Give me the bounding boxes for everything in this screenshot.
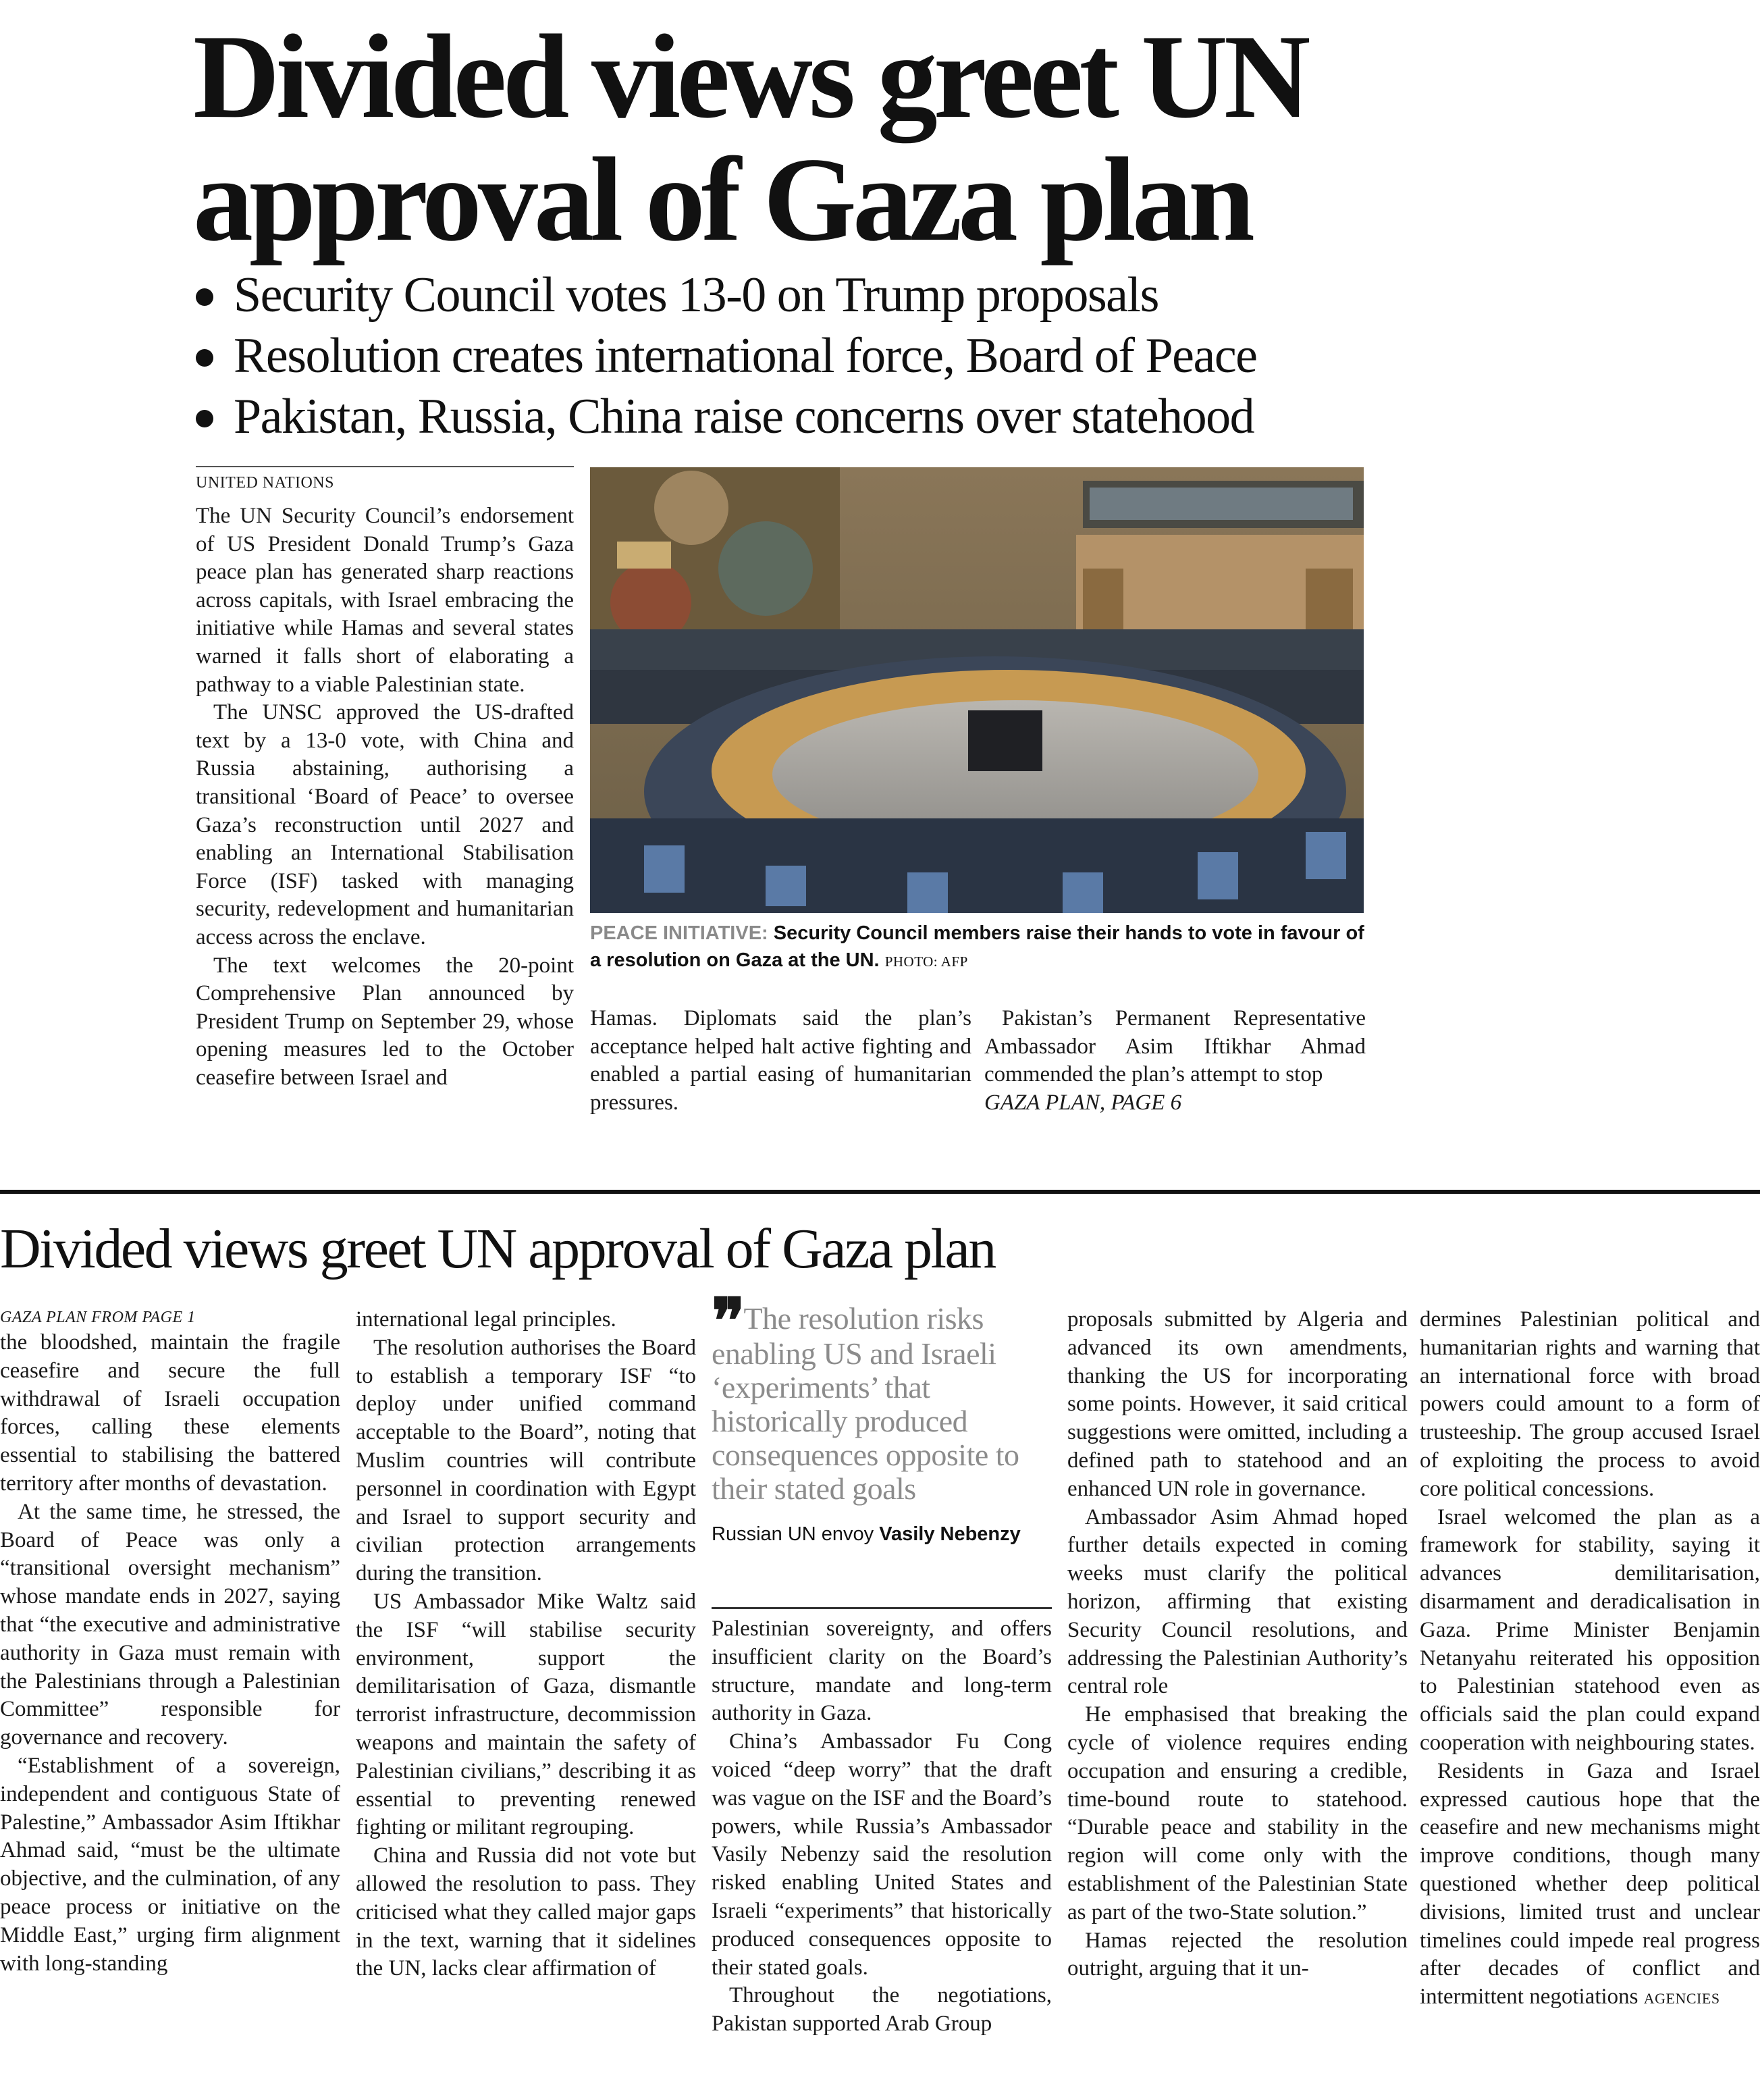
paragraph: Ambassador Asim Ahmad hoped further details expected in coming weeks must clarify the political horizon, affirming that existing Security Council resolutions, and addressing the Palestinian Authority’s central role [1067,1504,1408,1699]
attribution-name: Vasily Nebenzy [879,1523,1021,1545]
bullet-dot-icon [196,288,213,306]
pull-quote-text: The resolution risks enabling US and Israeli ‘experiments’ that historically produced consequences opposite to their stated goals [712,1301,1019,1506]
section-divider [0,1190,1760,1194]
inside-column-2 [356,1306,696,1983]
pull-quote [712,1287,1052,1548]
paragraph-text: Residents in Gaza and Israel expressed cautious hope that the ceasefire and new mechanisms might improve conditions, though many questioned whether deep political divisions, limited trust and unclear timelines could impede real progress after decades of conflict and intermittent negotiations [1420,1758,1760,2010]
continued-from-line: GAZA PLAN FROM PAGE 1 [0,1309,196,1326]
bullet-text: Pakistan, Russia, China raise concerns over statehood [234,389,1254,444]
paragraph: dermines Palestinian political and humanitarian rights and warning that an international force with broad powers could amount to a form of trusteeship. The group accused Israel of exploiting the process to avoid core political concessions. [1420,1307,1760,1501]
pull-quote-rule [712,1607,1052,1609]
front-headline: Divided views greet UN approval of Gaza plan [193,9,1307,266]
front-column-2 [590,1005,971,1117]
bullet-text: Resolution creates international force, Board of Peace [234,328,1257,384]
paragraph: The UNSC approved the US-drafted text by a 13-0 vote, with China and Russia abstaining, authorising a transitional ‘Board of Peace’ to oversee Gaza’s reconstruction until 2027 and enabling an International Stabilisation Force (ISF) tasked with managing security, redevelopment and humanitarian access across the enclave. [196,700,574,949]
paragraph: He emphasised that breaking the cycle of violence requires ending occupation and ensuring a credible, time-bound route to statehood. “Durable peace and stability in the region will come only with the establishment of the Palestinian State as part of the two-State solution.” [1067,1702,1408,1924]
paragraph: The text welcomes the 20-point Comprehensive Plan announced by President Trump on September 29, whose opening measures led to the October ceasefire between Israel and [196,953,574,1090]
jump-line[interactable]: GAZA PLAN, PAGE 6 [984,1090,1182,1115]
bullet-item [193,325,1476,386]
caption-text: Security Council members raise their hands to vote in favour of a resolution on Gaza at the UN. [590,922,1364,971]
paragraph: Throughout the negotiations, Pakistan supported Arab Group [712,1983,1052,2037]
agencies-credit: AGENCIES [1643,1990,1720,2007]
dateline: UNITED NATIONS [196,466,574,494]
paragraph: Hamas rejected the resolution outright, arguing that it un- [1067,1928,1408,1981]
inside-column-1 [0,1306,340,1978]
front-column-1 [196,502,574,1092]
attribution-role: Russian UN envoy [712,1523,874,1545]
quote-mark-icon: ❞ [712,1287,739,1356]
bullet-dot-icon [196,349,213,367]
bullet-text: Security Council votes 13-0 on Trump proposals [234,267,1158,323]
paragraph: Israel welcomed the plan as a framework for stability, saying it advances demilitarisation, disarmament and deradicalisation in Gaza. Prime Minister Benjamin Netanyahu reiterated his opposition to Palestinian statehood even as officials said the plan could expand cooperation with neighbouring states. [1420,1504,1760,1755]
inside-column-3 [712,1615,1052,2039]
paragraph: international legal principles. [356,1307,616,1332]
bullet-item [193,386,1476,447]
bullet-item [193,265,1476,325]
paragraph: proposals submitted by Algeria and advanced its own amendments, thanking the US for incorporating some points. However, it said critical suggestions were omitted, including a defined path to statehood and an enhanced UN role in governance. [1067,1307,1408,1501]
front-column-3 [984,1005,1366,1117]
paragraph [1420,1758,1760,2013]
paragraph: the bloodshed, maintain the fragile ceasefire and secure the full withdrawal of Israeli occupation forces, calling these elements essential to stabilising the battered territory after months of devastation. [0,1330,340,1496]
photo-credit: PHOTO: AFP [884,953,968,970]
paragraph: The resolution authorises the Board to establish a temporary ISF “to deploy under unified command acceptable to the Board”, noting that Muslim countries will contribute personnel in coordination with Egypt and Israel to support security and civilian protection arrangements during the transition. [356,1335,696,1586]
paragraph: China’s Ambassador Fu Cong voiced “deep worry” that the draft was vague on the ISF and the Board’s powers, while Russia’s Ambassador Vasily Nebenzy said the resolution risked enabling United States and Israeli “experiments” that historically produced consequences opposite to their stated goals. [712,1729,1052,1980]
pull-quote-body [712,1287,1052,1506]
photo-caption [590,920,1366,975]
inside-column-5 [1420,1306,1760,2013]
paragraph: Pakistan’s Permanent Representative Ambassador Asim Iftikhar Ahmad commended the plan’s attempt to stop [984,1006,1366,1087]
photo-illustration [590,467,1364,913]
paragraph: Hamas. Diplomats said the plan’s acceptance helped halt active fighting and enabled a partial easing of humanitarian pressures. [590,1006,971,1115]
paragraph: “Establishment of a sovereign, independent and contiguous State of Palestine,” Ambassador Asim Iftikhar Ahmad said, “must be the ultimate objective, and the culmination, of any peace process or initiative on the Middle East,” urging firm alignment with long-standing [0,1753,340,1976]
inside-headline: Divided views greet UN approval of Gaza plan [0,1217,995,1280]
pull-quote-attribution [712,1521,1052,1548]
paragraph: At the same time, he stressed, the Board of Peace was only a “transitional oversight mechanism” whose mandate ends in 2027, saying that “the executive and administrative authority in Gaza must remain with the Palestinians through a Palestinian Committee” responsible for governance and recovery. [0,1499,340,1750]
caption-label: PEACE INITIATIVE: [590,922,768,944]
paragraph: China and Russia did not vote but allowed the resolution to pass. They criticised what they called major gaps in the text, warning that it sidelines the UN, lacks clear affirmation of [356,1843,696,1981]
headline-bullets [193,265,1476,447]
paragraph: US Ambassador Mike Waltz said the ISF “will stabilise security environment, support the demilitarisation of Gaza, dismantle terrorist infrastructure, decommission weapons and maintain the safety of Palestinian civilians,” describing it as essential to preventing renewed fighting or militant regrouping. [356,1589,696,1840]
paragraph: The UN Security Council’s endorsement of US President Donald Trump’s Gaza peace plan has generated sharp reactions across capitals, with Israel embracing the initiative while Hamas and several states warned it falls short of elaborating a pathway to a viable Palestinian state. [196,504,574,697]
paragraph: Palestinian sovereignty, and offers insufficient clarity on the Board’s structure, mandate and long-term authority in Gaza. [712,1617,1052,1726]
bullet-dot-icon [196,410,213,427]
un-security-council-photo [590,467,1364,913]
inside-column-4 [1067,1306,1408,1983]
